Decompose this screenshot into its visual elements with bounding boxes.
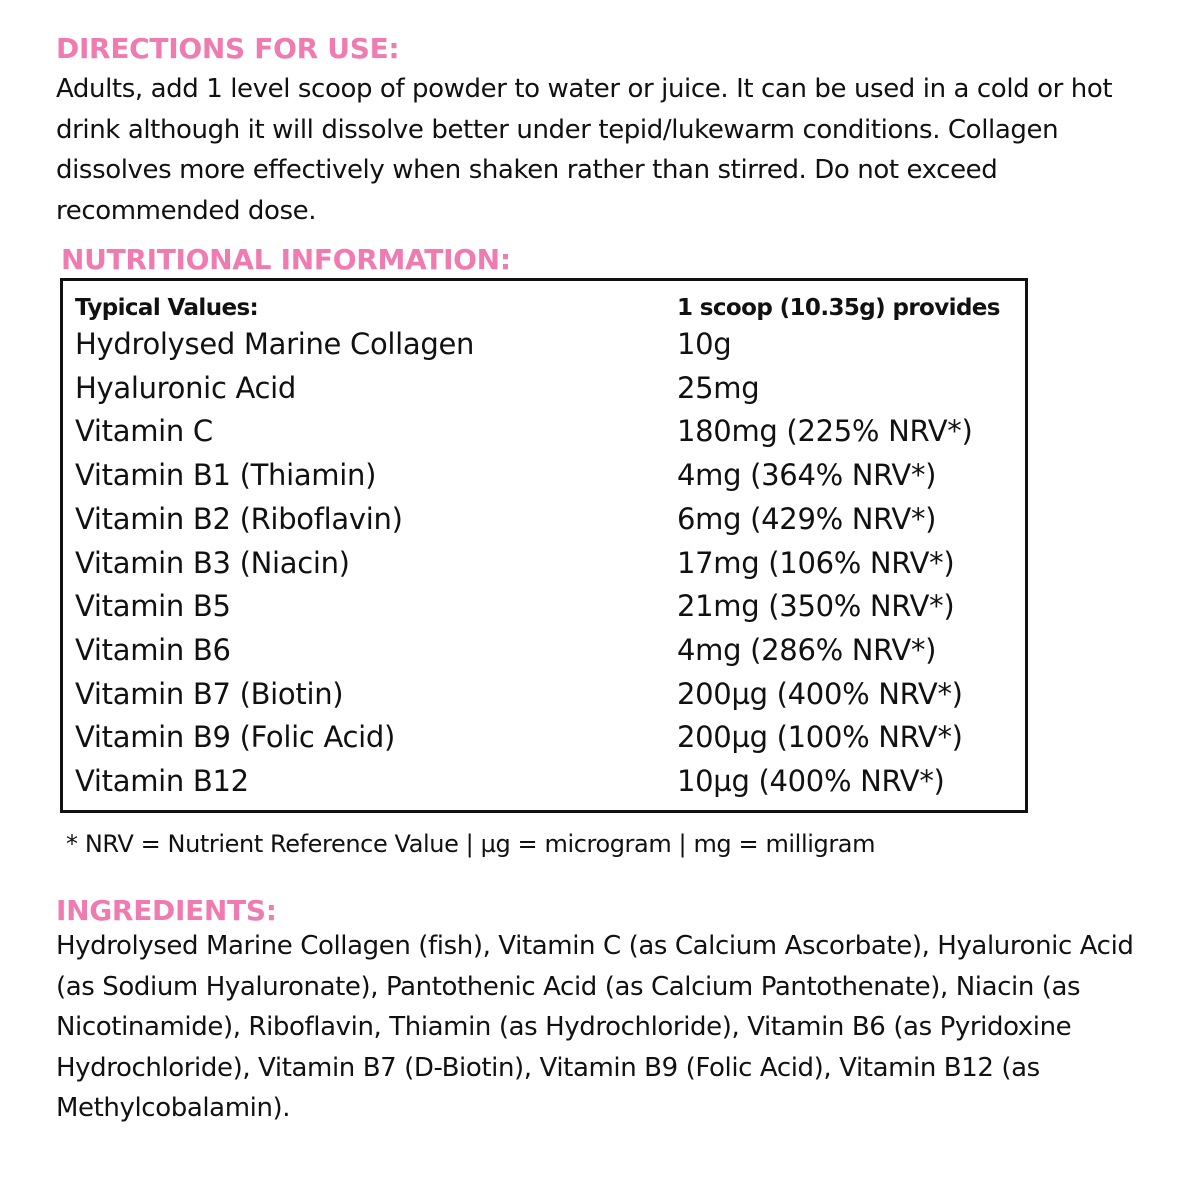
nutrient-name: Vitamin B3 (Niacin)	[75, 545, 350, 580]
ingredients-heading: INGREDIENTS:	[56, 894, 277, 927]
nutrient-value: 200µg (100% NRV*)	[677, 720, 963, 755]
header-typical-values: Typical Values:	[75, 295, 259, 321]
table-row	[75, 546, 1015, 580]
nutrient-value: 4mg (286% NRV*)	[677, 632, 937, 667]
table-header-row	[75, 295, 1015, 321]
nutrient-value: 10µg (400% NRV*)	[677, 764, 945, 798]
nutrition-heading: NUTRITIONAL INFORMATION:	[61, 243, 511, 276]
nutrient-name: Vitamin B5	[75, 589, 231, 624]
table-row	[75, 720, 1015, 754]
nutrient-value: 200µg (400% NRV*)	[677, 676, 963, 711]
nutrient-value: 4mg (364% NRV*)	[677, 458, 937, 493]
table-row	[75, 414, 1015, 448]
nutrient-name: Hydrolysed Marine Collagen	[75, 327, 475, 361]
table-row	[75, 371, 1015, 405]
directions-heading: DIRECTIONS FOR USE:	[56, 32, 400, 65]
nutrient-value: 6mg (429% NRV*)	[677, 501, 937, 536]
table-row	[75, 327, 1015, 361]
nutrient-name: Vitamin B6	[75, 632, 231, 667]
nutrient-name: Vitamin B1 (Thiamin)	[75, 458, 377, 493]
directions-text: Adults, add 1 level scoop of powder to water or juice. It can be used in a cold or hot drink although it will dissolve better under tepid/lukewarm conditions. Collagen dissolves more effectively when shaken rather than stirred. Do not exceed recommended dose.	[56, 74, 1113, 226]
nutrition-table	[60, 278, 1028, 813]
nutrient-name: Vitamin C	[75, 414, 213, 449]
table-row	[75, 458, 1015, 492]
table-row	[75, 764, 1015, 798]
table-row	[75, 589, 1015, 623]
nutrient-name: Hyaluronic Acid	[75, 370, 297, 405]
header-serving: 1 scoop (10.35g) provides	[677, 295, 1000, 321]
nutrient-value: 10g	[677, 327, 732, 361]
nutrient-value: 17mg (106% NRV*)	[677, 545, 955, 580]
ingredients-text: Hydrolysed Marine Collagen (fish), Vitamin C (as Calcium Ascorbate), Hyaluronic Acid (as Sodium Hyaluronate), Pantothenic Acid (as Calcium Pantothenate), Niacin (as Nicotinamide), Riboflavin, Thiamin (as Hydrochloride), Vitamin B6 (as Pyridoxine Hydrochloride), Vitamin B7 (D-Biotin), Vitamin B9 (Folic Acid), Vitamin B12 (as Methylcobalamin).	[56, 931, 1134, 1123]
nutrient-name: Vitamin B7 (Biotin)	[75, 676, 344, 711]
nutrient-value: 21mg (350% NRV*)	[677, 589, 955, 624]
nrv-footnote: * NRV = Nutrient Reference Value | µg = microgram | mg = milligram	[66, 830, 876, 858]
table-row	[75, 502, 1015, 536]
nutrient-name: Vitamin B2 (Riboflavin)	[75, 501, 403, 536]
nutrient-value: 180mg (225% NRV*)	[677, 414, 973, 449]
table-row	[75, 677, 1015, 711]
nutrient-name: Vitamin B12	[75, 764, 249, 798]
nutrient-value: 25mg	[677, 370, 760, 405]
table-row	[75, 633, 1015, 667]
nutrient-name: Vitamin B9 (Folic Acid)	[75, 720, 396, 755]
